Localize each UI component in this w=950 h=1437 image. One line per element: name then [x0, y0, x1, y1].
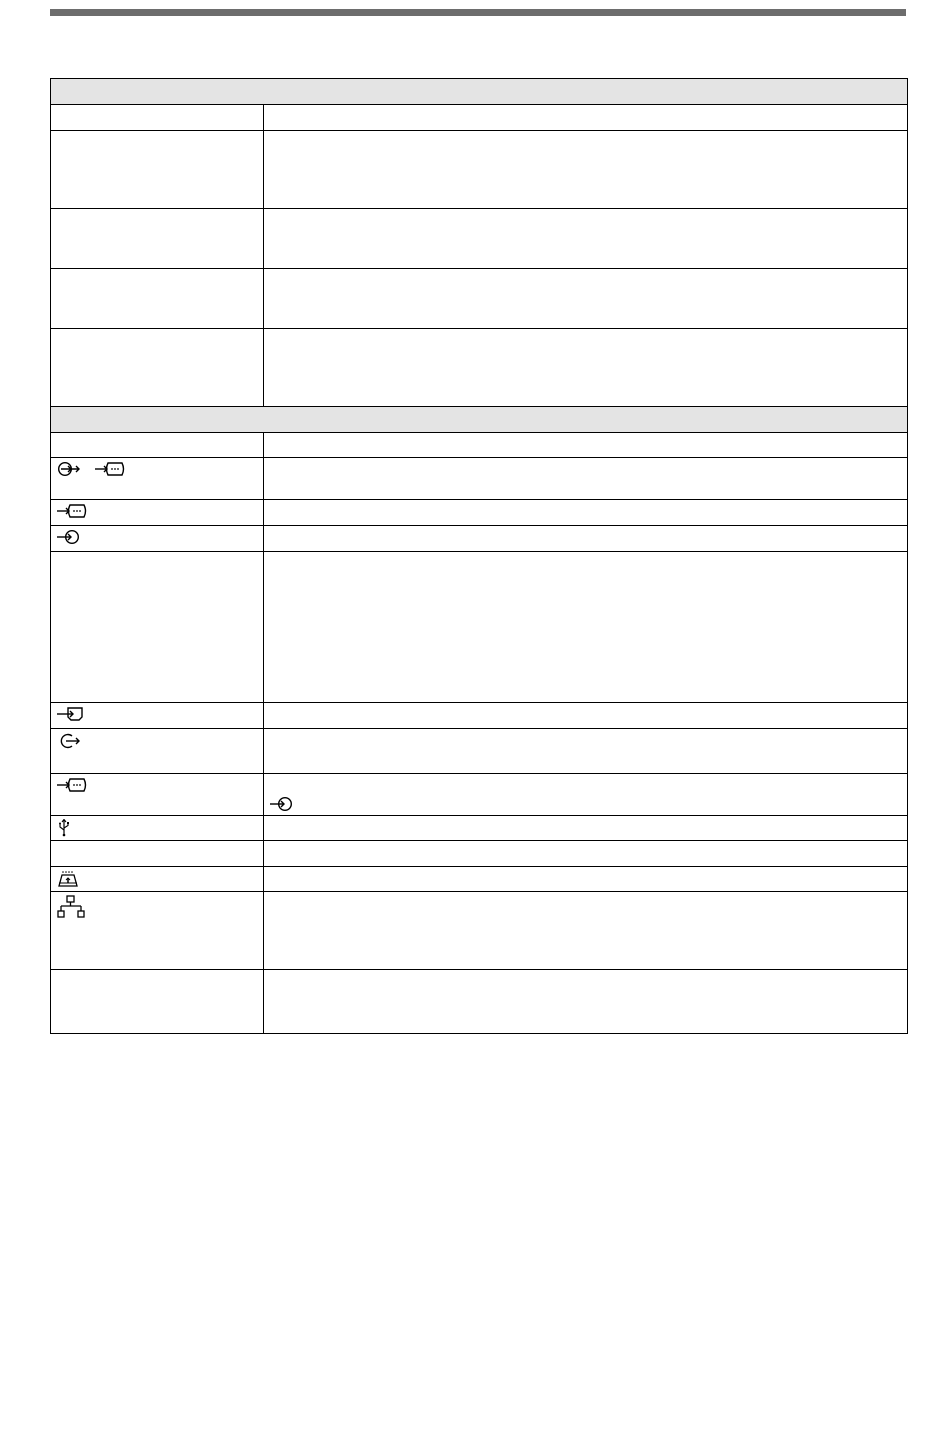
spec-value-cell — [264, 703, 908, 729]
lan-network-icon — [57, 895, 85, 919]
spec-label-cell — [51, 433, 264, 458]
spec-label-cell — [51, 774, 264, 816]
table-row — [51, 105, 908, 131]
av-in-out-icon — [57, 461, 87, 477]
video-input-icon — [95, 461, 125, 477]
spec-label-cell — [51, 841, 264, 867]
spec-value-cell — [264, 105, 908, 131]
spec-value-cell — [264, 209, 908, 269]
section-header-2 — [51, 407, 908, 433]
spec-label-cell — [51, 329, 264, 407]
spec-value-cell — [264, 500, 908, 526]
table-row — [51, 816, 908, 841]
table-row — [51, 131, 908, 209]
spec-value-cell — [264, 867, 908, 892]
spec-label-cell — [51, 458, 264, 500]
spec-value-cell — [264, 841, 908, 867]
spec-value-cell — [264, 729, 908, 774]
spec-value-cell — [264, 552, 908, 703]
table-row — [51, 892, 908, 970]
usb-icon — [57, 819, 71, 837]
spec-label-cell — [51, 552, 264, 703]
table-row — [51, 970, 908, 1034]
spec-value-cell — [264, 816, 908, 841]
video-input-icon — [57, 777, 87, 793]
audio-output-icon — [57, 732, 83, 750]
table-row — [51, 269, 908, 329]
section-header-1 — [51, 79, 908, 105]
hdmi-input-icon — [57, 706, 87, 722]
spec-label-cell — [51, 970, 264, 1034]
spec-label-cell — [51, 892, 264, 970]
table-row — [51, 526, 908, 552]
spec-label-cell — [51, 105, 264, 131]
table-row — [51, 500, 908, 526]
table-row — [51, 841, 908, 867]
table-row — [51, 867, 908, 892]
spec-table — [50, 78, 908, 1034]
section-header-cell — [51, 79, 908, 105]
table-row — [51, 703, 908, 729]
spec-label-cell — [51, 269, 264, 329]
spec-value-cell — [264, 329, 908, 407]
spec-value-cell — [264, 970, 908, 1034]
spec-value-cell — [264, 458, 908, 500]
ci-slot-icon — [57, 870, 79, 888]
spec-label-cell — [51, 131, 264, 209]
spec-label-cell — [51, 526, 264, 552]
top-rule — [50, 9, 906, 16]
table-row — [51, 329, 908, 407]
table-row — [51, 209, 908, 269]
input-circle-icon — [270, 796, 296, 812]
spec-label-cell — [51, 703, 264, 729]
spec-label-cell — [51, 729, 264, 774]
spec-value-cell — [264, 774, 908, 816]
spec-label-cell — [51, 816, 264, 841]
spec-value-cell — [264, 131, 908, 209]
spec-value-cell — [264, 433, 908, 458]
table-row — [51, 458, 908, 500]
spec-value-cell — [264, 269, 908, 329]
video-input-icon — [57, 503, 87, 519]
spec-label-cell — [51, 209, 264, 269]
spec-label-cell — [51, 867, 264, 892]
section-header-cell — [51, 407, 908, 433]
table-row — [51, 552, 908, 703]
spec-value-cell — [264, 526, 908, 552]
spec-value-cell — [264, 892, 908, 970]
spec-label-cell — [51, 500, 264, 526]
table-row — [51, 433, 908, 458]
input-circle-icon — [57, 529, 83, 545]
table-row — [51, 774, 908, 816]
table-row — [51, 729, 908, 774]
